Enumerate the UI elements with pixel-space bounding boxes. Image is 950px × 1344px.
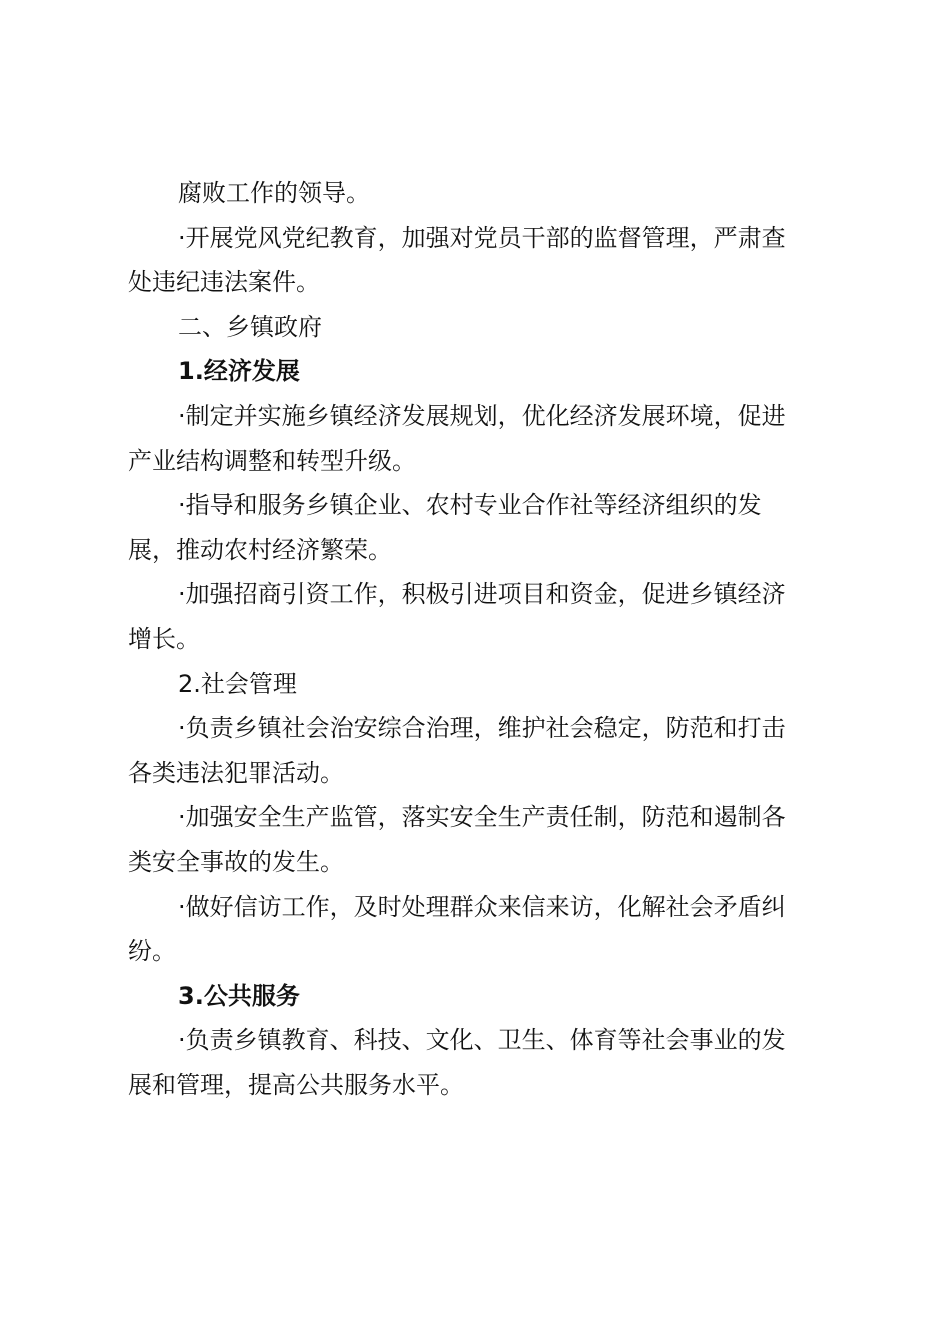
paragraph-line: 增长。 (128, 624, 200, 653)
subsection-heading: 1.经济发展 (178, 357, 300, 386)
paragraph-line: 产业结构调整和转型升级。 (128, 446, 416, 475)
paragraph-line: 纷。 (128, 937, 176, 966)
document-body (128, 171, 828, 1107)
bullet-line: ·加强安全生产监管，落实安全生产责任制，防范和遏制各 (178, 803, 786, 832)
bullet-line: ·加强招商引资工作，积极引进项目和资金，促进乡镇经济 (178, 580, 786, 609)
paragraph-line: 展，推动农村经济繁荣。 (128, 535, 392, 564)
paragraph-line: 腐败工作的领导。 (178, 179, 370, 207)
paragraph-line: 展和管理，提高公共服务水平。 (128, 1070, 464, 1099)
bullet-line: ·负责乡镇社会治安综合治理，维护社会稳定，防范和打击 (178, 714, 786, 743)
bullet-line: ·开展党风党纪教育，加强对党员干部的监督管理，严肃查 (178, 223, 786, 252)
bullet-line: ·做好信访工作，及时处理群众来信来访，化解社会矛盾纠 (178, 892, 786, 921)
paragraph-line: 处违纪违法案件。 (128, 268, 320, 297)
section-title: 二、乡镇政府 (178, 312, 322, 341)
bullet-line: ·制定并实施乡镇经济发展规划，优化经济发展环境，促进 (178, 401, 786, 430)
bullet-line: ·负责乡镇教育、科技、文化、卫生、体育等社会事业的发 (178, 1026, 786, 1055)
subsection-heading: 2.社会管理 (178, 669, 297, 698)
subsection-heading: 3.公共服务 (178, 981, 300, 1010)
bullet-line: ·指导和服务乡镇企业、农村专业合作社等经济组织的发 (178, 491, 762, 520)
paragraph-line: 各类违法犯罪活动。 (128, 758, 344, 787)
paragraph-line: 类安全事故的发生。 (128, 847, 344, 876)
